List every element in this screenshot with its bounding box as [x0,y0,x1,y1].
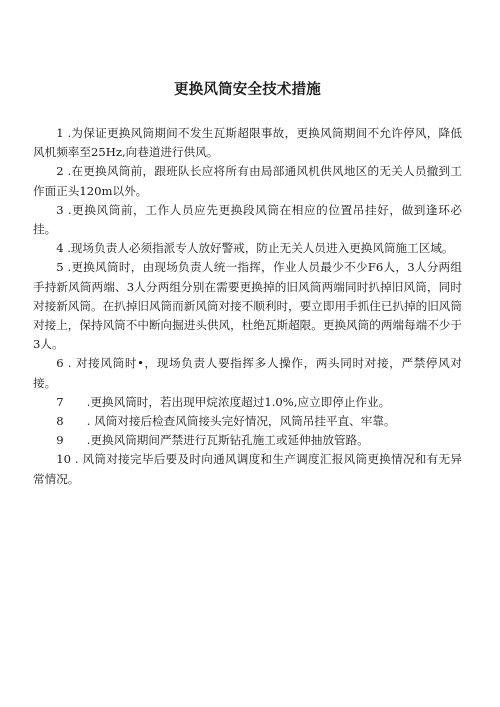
measure-item-1: 1 .为保证更换风筒期间不发生瓦斯超限事故，更换风筒期间不允许停风，降低风机频率至25Hz,向巷道进行供风。 [33,126,462,160]
measure-item-7: 7 .更换风筒时，若出现甲烷浓度超过1.0%,应立即停止作业。 [56,394,391,409]
measure-item-5: 5 .更换风筒时，由现场负责人统一指挥，作业人员最少不少F6人，3人分两组手持新风筒两端、3人分两组分别在需要更换掉的旧风筒两端同时扒掉旧风筒，同时对接新风筒。在扒掉旧风筒而新风筒对接不顺利时，要立即用手抓住已扒掉的旧风筒对接上，保持风筒不中断向掘进头供风，杜绝瓦斯超限。更换风筒的两端每端不少于3人。 [33,260,462,352]
measure-item-2: 2 .在更换风筒前，跟班队长应将所有由局部通风机供风地区的无关人员撤到工作面正头120m以外。 [33,164,462,198]
measure-item-4: 4 .现场负责人必须指派专人放好警戒，防止无关人员进入更换风筒施工区域。 [56,241,454,256]
measure-item-10: 10 . 风筒对接完毕后要及时向通风调度和生产调度汇报风筒更换情况和有无异常情况。 [33,452,462,486]
document-title: 更换风筒安全技术措施 [174,82,321,98]
measure-item-8: 8 . 风筒对接后检查风筒接头完好情况，风筒吊挂平直、牢靠。 [56,414,396,429]
measure-item-9: 9 .更换风筒期间严禁进行瓦斯钻孔施工或延伸抽放管路。 [56,433,369,448]
measure-item-6: 6 . 对接风筒时•，现场负责人要指挥多人操作，两头同时对接，严禁停风对接。 [33,356,462,390]
measure-item-3: 3 .更换风筒前，工作人员应先更换段风筒在相应的位置吊挂好，做到逢环必挂。 [33,202,462,237]
